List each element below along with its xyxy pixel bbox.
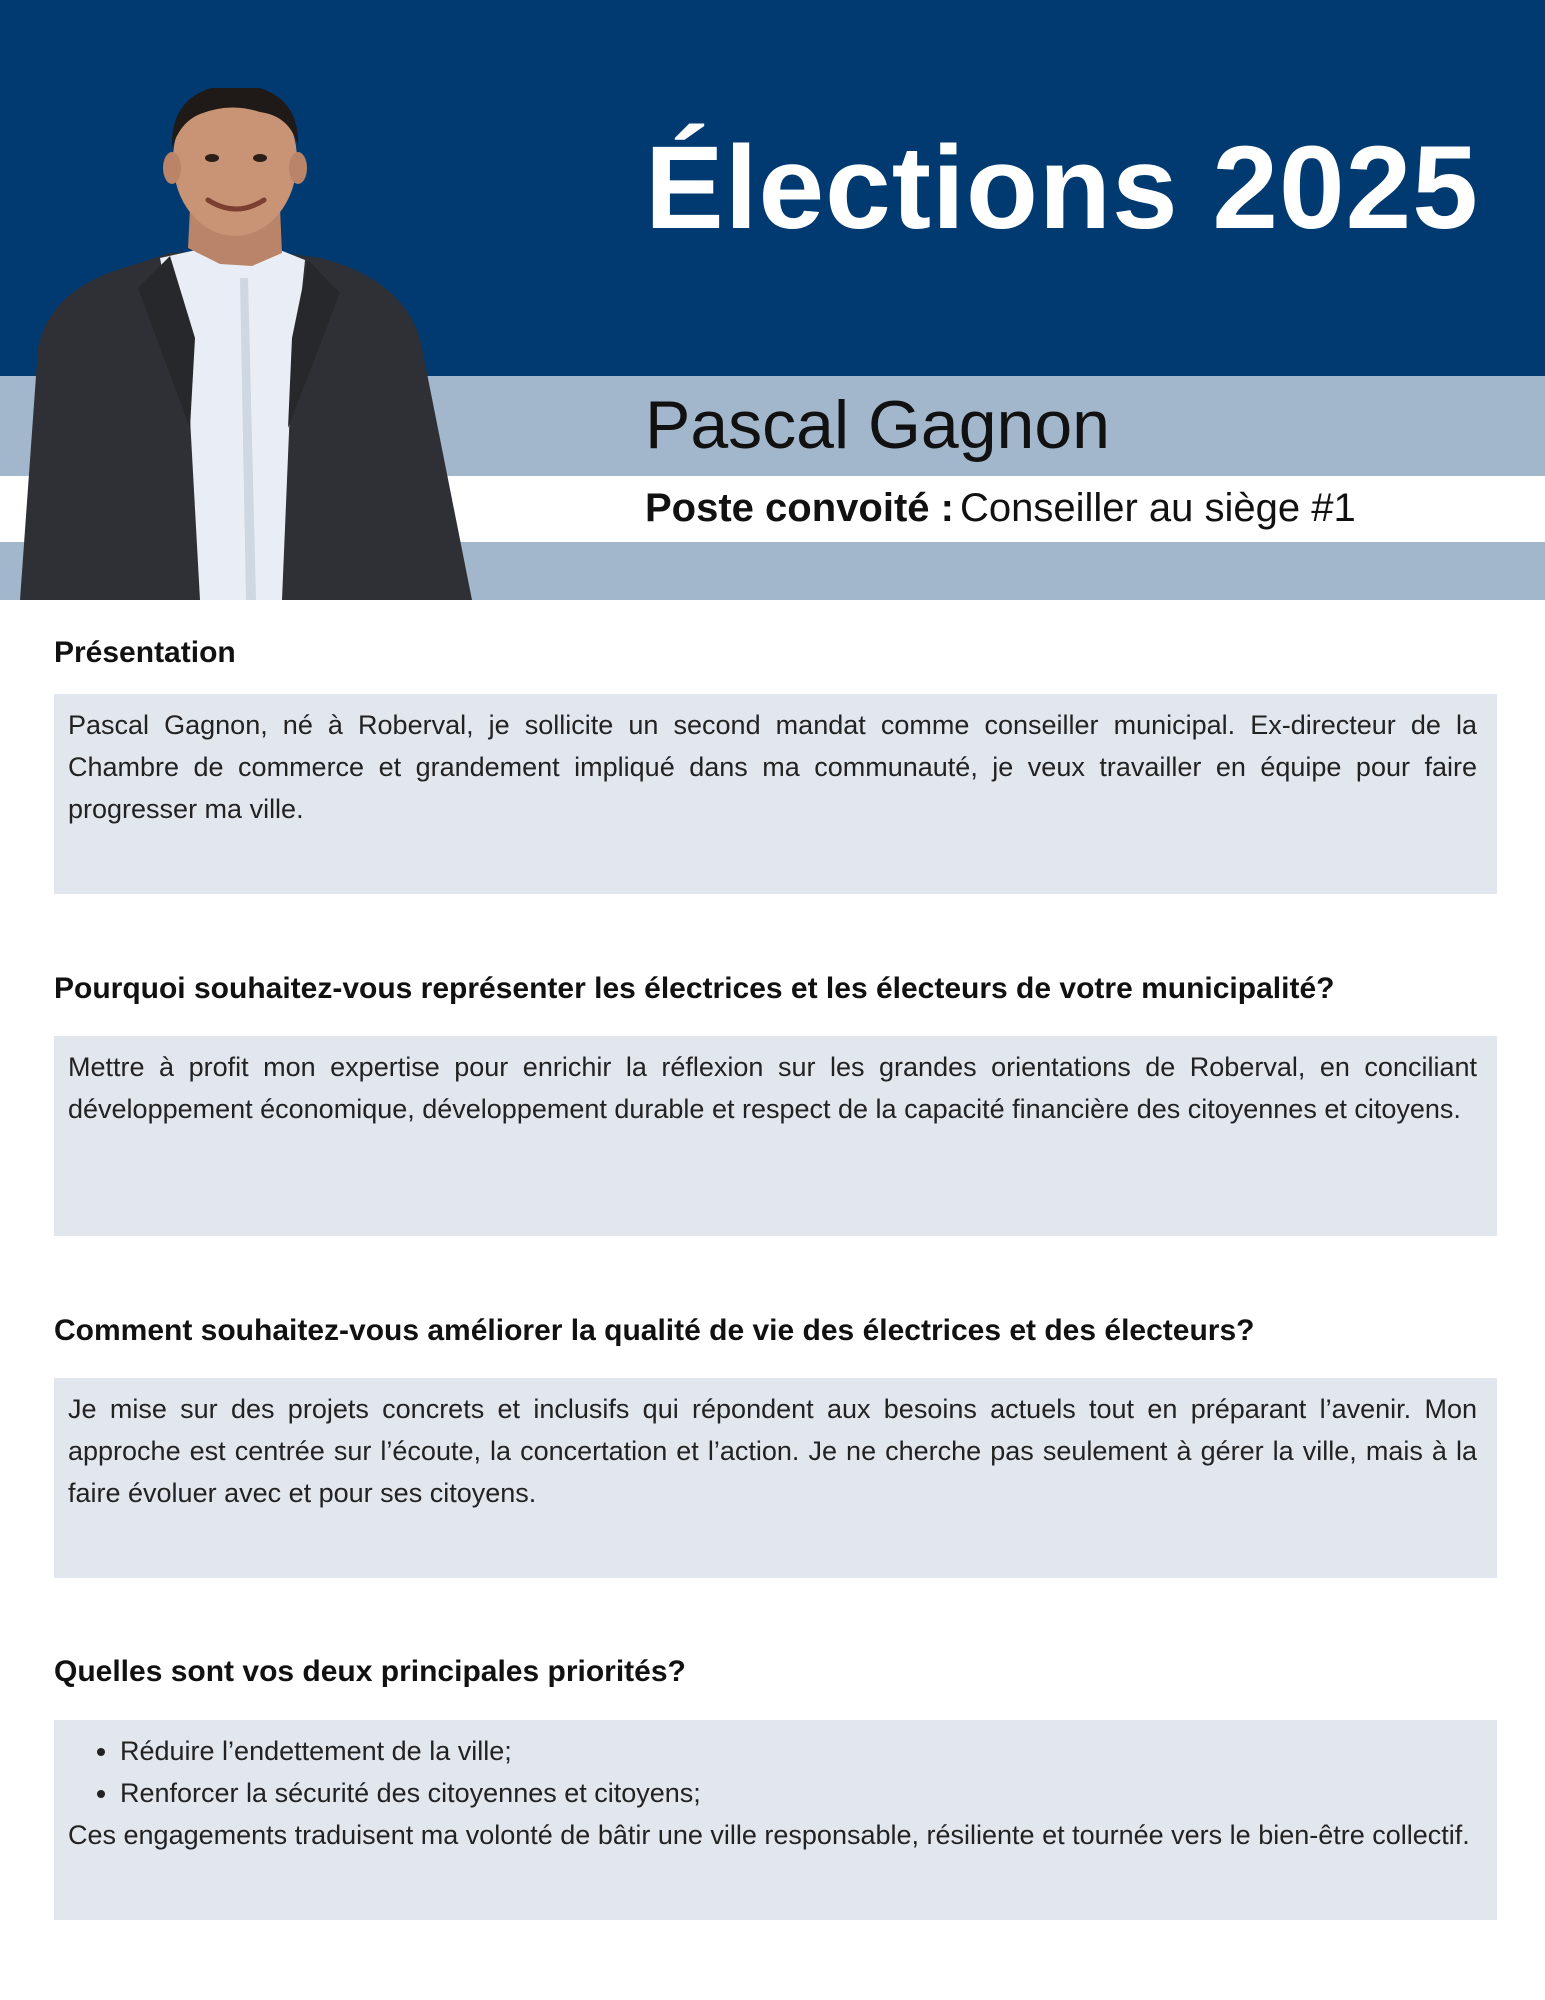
priorities-list (68, 1730, 1477, 1814)
section-body-quality: Je mise sur des projets concrets et inclusifs qui répondent aux besoins actuels tout en préparant l’avenir. Mon approche est centrée sur l’écoute, la concertation et l’action. Je ne cherche pas seulement à gérer la ville, mais à la faire évoluer avec et pour ses citoyens. (68, 1394, 1477, 1508)
priorities-conclusion: Ces engagements traduisent ma volonté de bâtir une ville responsable, résiliente et tournée vers le bien-être collectif. (68, 1820, 1470, 1850)
section-heading-presentation: Présentation (54, 636, 236, 669)
section-box-quality (54, 1378, 1497, 1578)
section-box-why (54, 1036, 1497, 1236)
candidate-photo (20, 88, 476, 600)
page-title: Élections 2025 (645, 122, 1479, 254)
list-item: • Renforcer la sécurité des citoyennes et citoyens; (120, 1772, 1477, 1814)
section-box-presentation (54, 694, 1497, 894)
section-heading-priorities: Quelles sont vos deux principales priorités? (54, 1655, 686, 1688)
list-item: • Réduire l’endettement de la ville; (120, 1730, 1477, 1772)
section-body-presentation: Pascal Gagnon, né à Roberval, je sollicite un second mandat comme conseiller municipal. Ex-directeur de la Chambre de commerce et grandement impliqué dans ma communauté, je veux travailler en équipe pour faire progresser ma ville. (68, 710, 1477, 824)
section-body-why: Mettre à profit mon expertise pour enrichir la réflexion sur les grandes orientations de Roberval, en conciliant développement économique, développement durable et respect de la capacité financière des citoyennes et citoyens. (68, 1052, 1477, 1124)
post-value: Conseiller au siège #1 (959, 486, 1356, 530)
post-line (645, 482, 1525, 534)
section-heading-quality: Comment souhaitez-vous améliorer la qualité de vie des électrices et des électeurs? (54, 1314, 1255, 1347)
post-label: Poste convoité : (645, 486, 954, 530)
section-heading-why: Pourquoi souhaitez-vous représenter les électrices et les électeurs de votre municipalité? (54, 972, 1335, 1005)
candidate-name: Pascal Gagnon (645, 387, 1110, 463)
section-box-priorities (54, 1720, 1497, 1920)
